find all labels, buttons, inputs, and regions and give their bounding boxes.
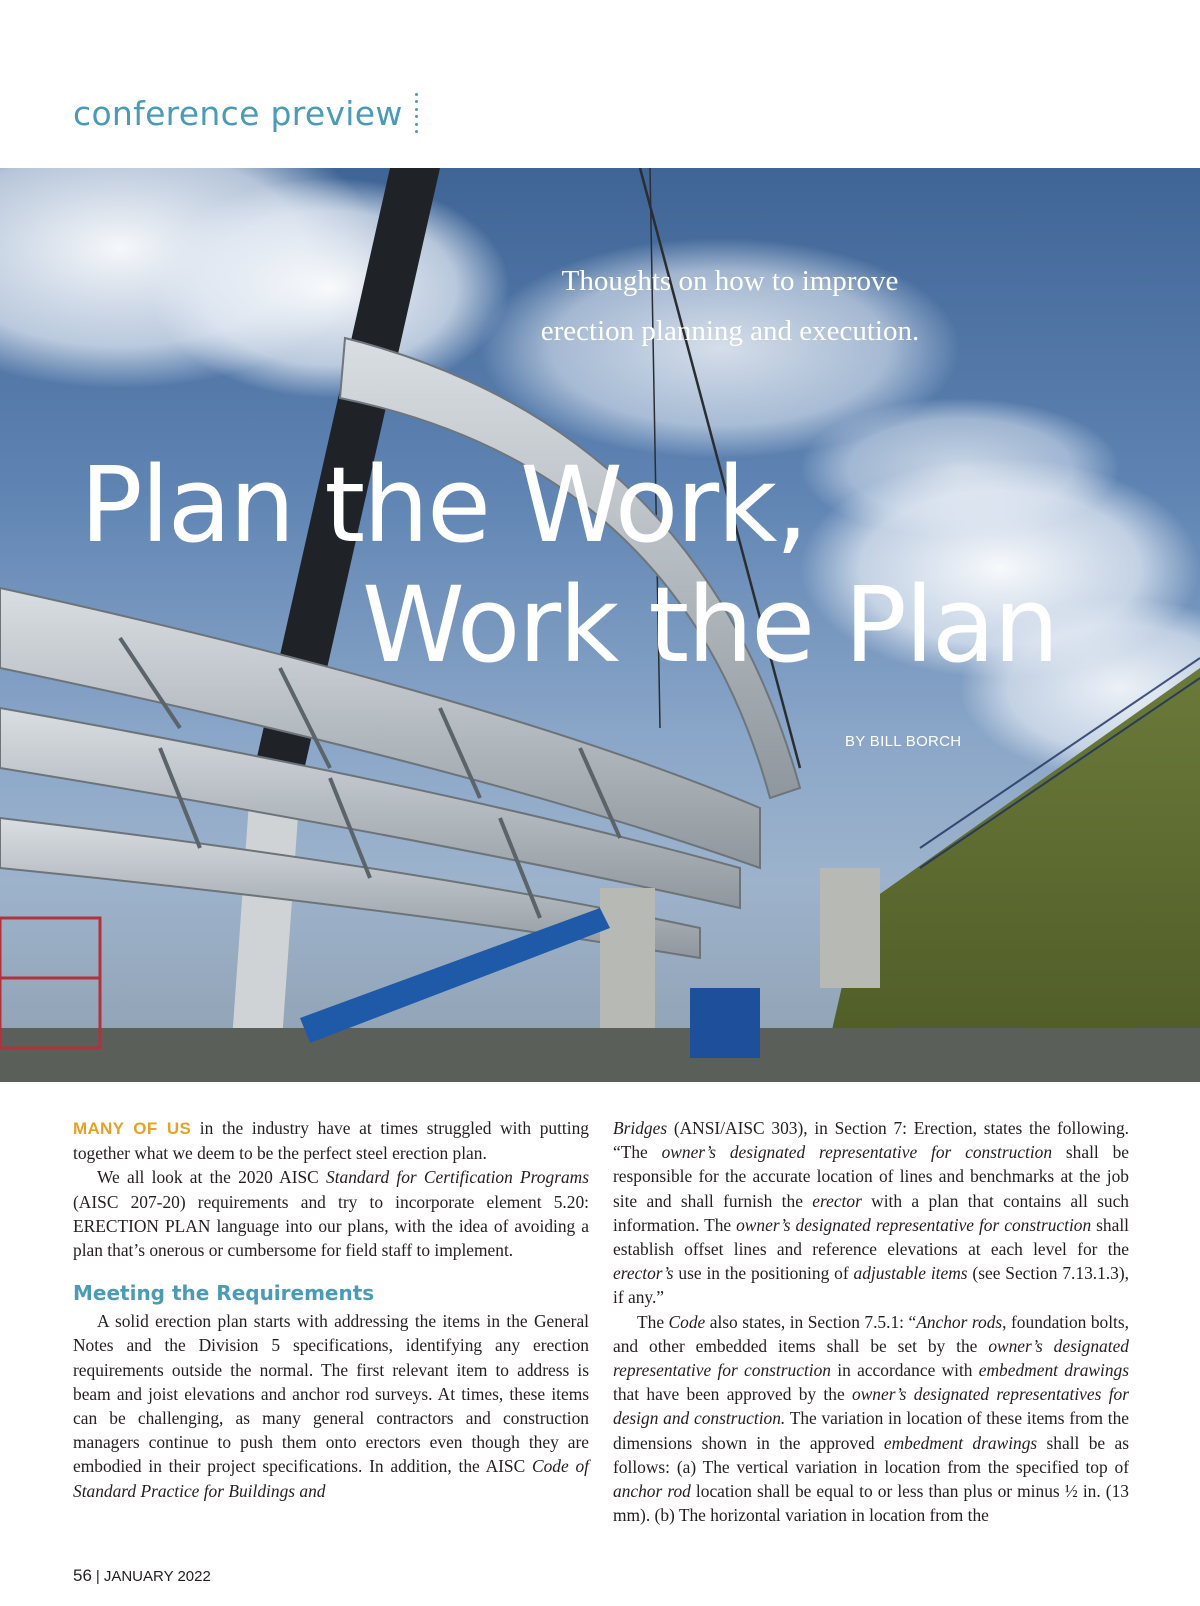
byline: BY BILL BORCH bbox=[845, 733, 962, 750]
left-column bbox=[73, 1116, 589, 1503]
hero-kicker-line-2: erection planning and execution. bbox=[540, 315, 920, 347]
paragraph-5: The Code also states, in Section 7.5.1: “Anchor rods, foundation bolts, and other embedded items shall be set by the owner’s designated representative for construction in accordance with embedment drawings that have been approved by the owner’s designated representatives for design and construction. The variation in location of these items from the dimensions shown in the approved embedment drawings shall be as follows: (a) The vertical variation in location from the specified top of anchor rod location shall be equal to or less than plus or minus ½ in. (13 mm). (b) The horizontal variation in location from the bbox=[613, 1311, 1130, 1526]
paragraph-3: A solid erection plan starts with addressing the items in the General Notes and the Division 5 specifications, identifying any erection requirements outside the normal. The first relevant item to address is beam and joist elevations and anchor rod surveys. At times, these items can be challenging, as many general contractors and construction managers continue to push them onto erectors even though they are embodied in their project specifications. In addition, the AISC Code of Standard Practice for Buildings and bbox=[73, 1311, 589, 1501]
section-label: conference preview bbox=[73, 93, 403, 133]
page-number: 56 bbox=[73, 1566, 92, 1585]
hero-kicker-line-1: Thoughts on how to improve bbox=[561, 265, 899, 297]
subhead: Meeting the Requirements bbox=[73, 1281, 375, 1306]
issue-date: JANUARY 2022 bbox=[103, 1568, 211, 1585]
lead-in: MANY OF US bbox=[73, 1119, 192, 1138]
paragraph-4: Bridges (ANSI/AISC 303), in Section 7: Erection, states the following. “The owner’s designated representative for construction shall be responsible for the accurate location of lines and benchmarks at the job site and shall furnish the erector with a plan that contains all such information. The owner’s designated representative for construction shall establish offset lines and reference elevations at each level for the erector’s use in the positioning of adjustable items (see Section 7.13.1.3), if any.” bbox=[613, 1118, 1130, 1308]
article-title-line-1: Plan the Work, bbox=[80, 444, 807, 566]
article-body bbox=[73, 1116, 1130, 1526]
hero-photo bbox=[0, 168, 1200, 1082]
dotted-divider bbox=[415, 93, 419, 133]
paragraph-1: MANY OF US in the industry have at times struggled with putting together what we deem to be the perfect steel erection plan. bbox=[73, 1118, 589, 1164]
page-footer bbox=[73, 1566, 211, 1586]
hero-kicker bbox=[500, 256, 960, 356]
section-header bbox=[73, 88, 419, 138]
right-column bbox=[613, 1116, 1129, 1527]
paragraph-2: We all look at the 2020 AISC Standard for Certification Programs (AISC 207-20) requirements and try to incorporate element 5.20: ERECTION PLAN language into our plans, with the idea of avoiding a plan that’s onerous or cumbersome for field staff to implement. bbox=[73, 1167, 589, 1261]
footer-separator: | bbox=[95, 1568, 100, 1585]
article-title-line-2: Work the Plan bbox=[362, 564, 1058, 686]
